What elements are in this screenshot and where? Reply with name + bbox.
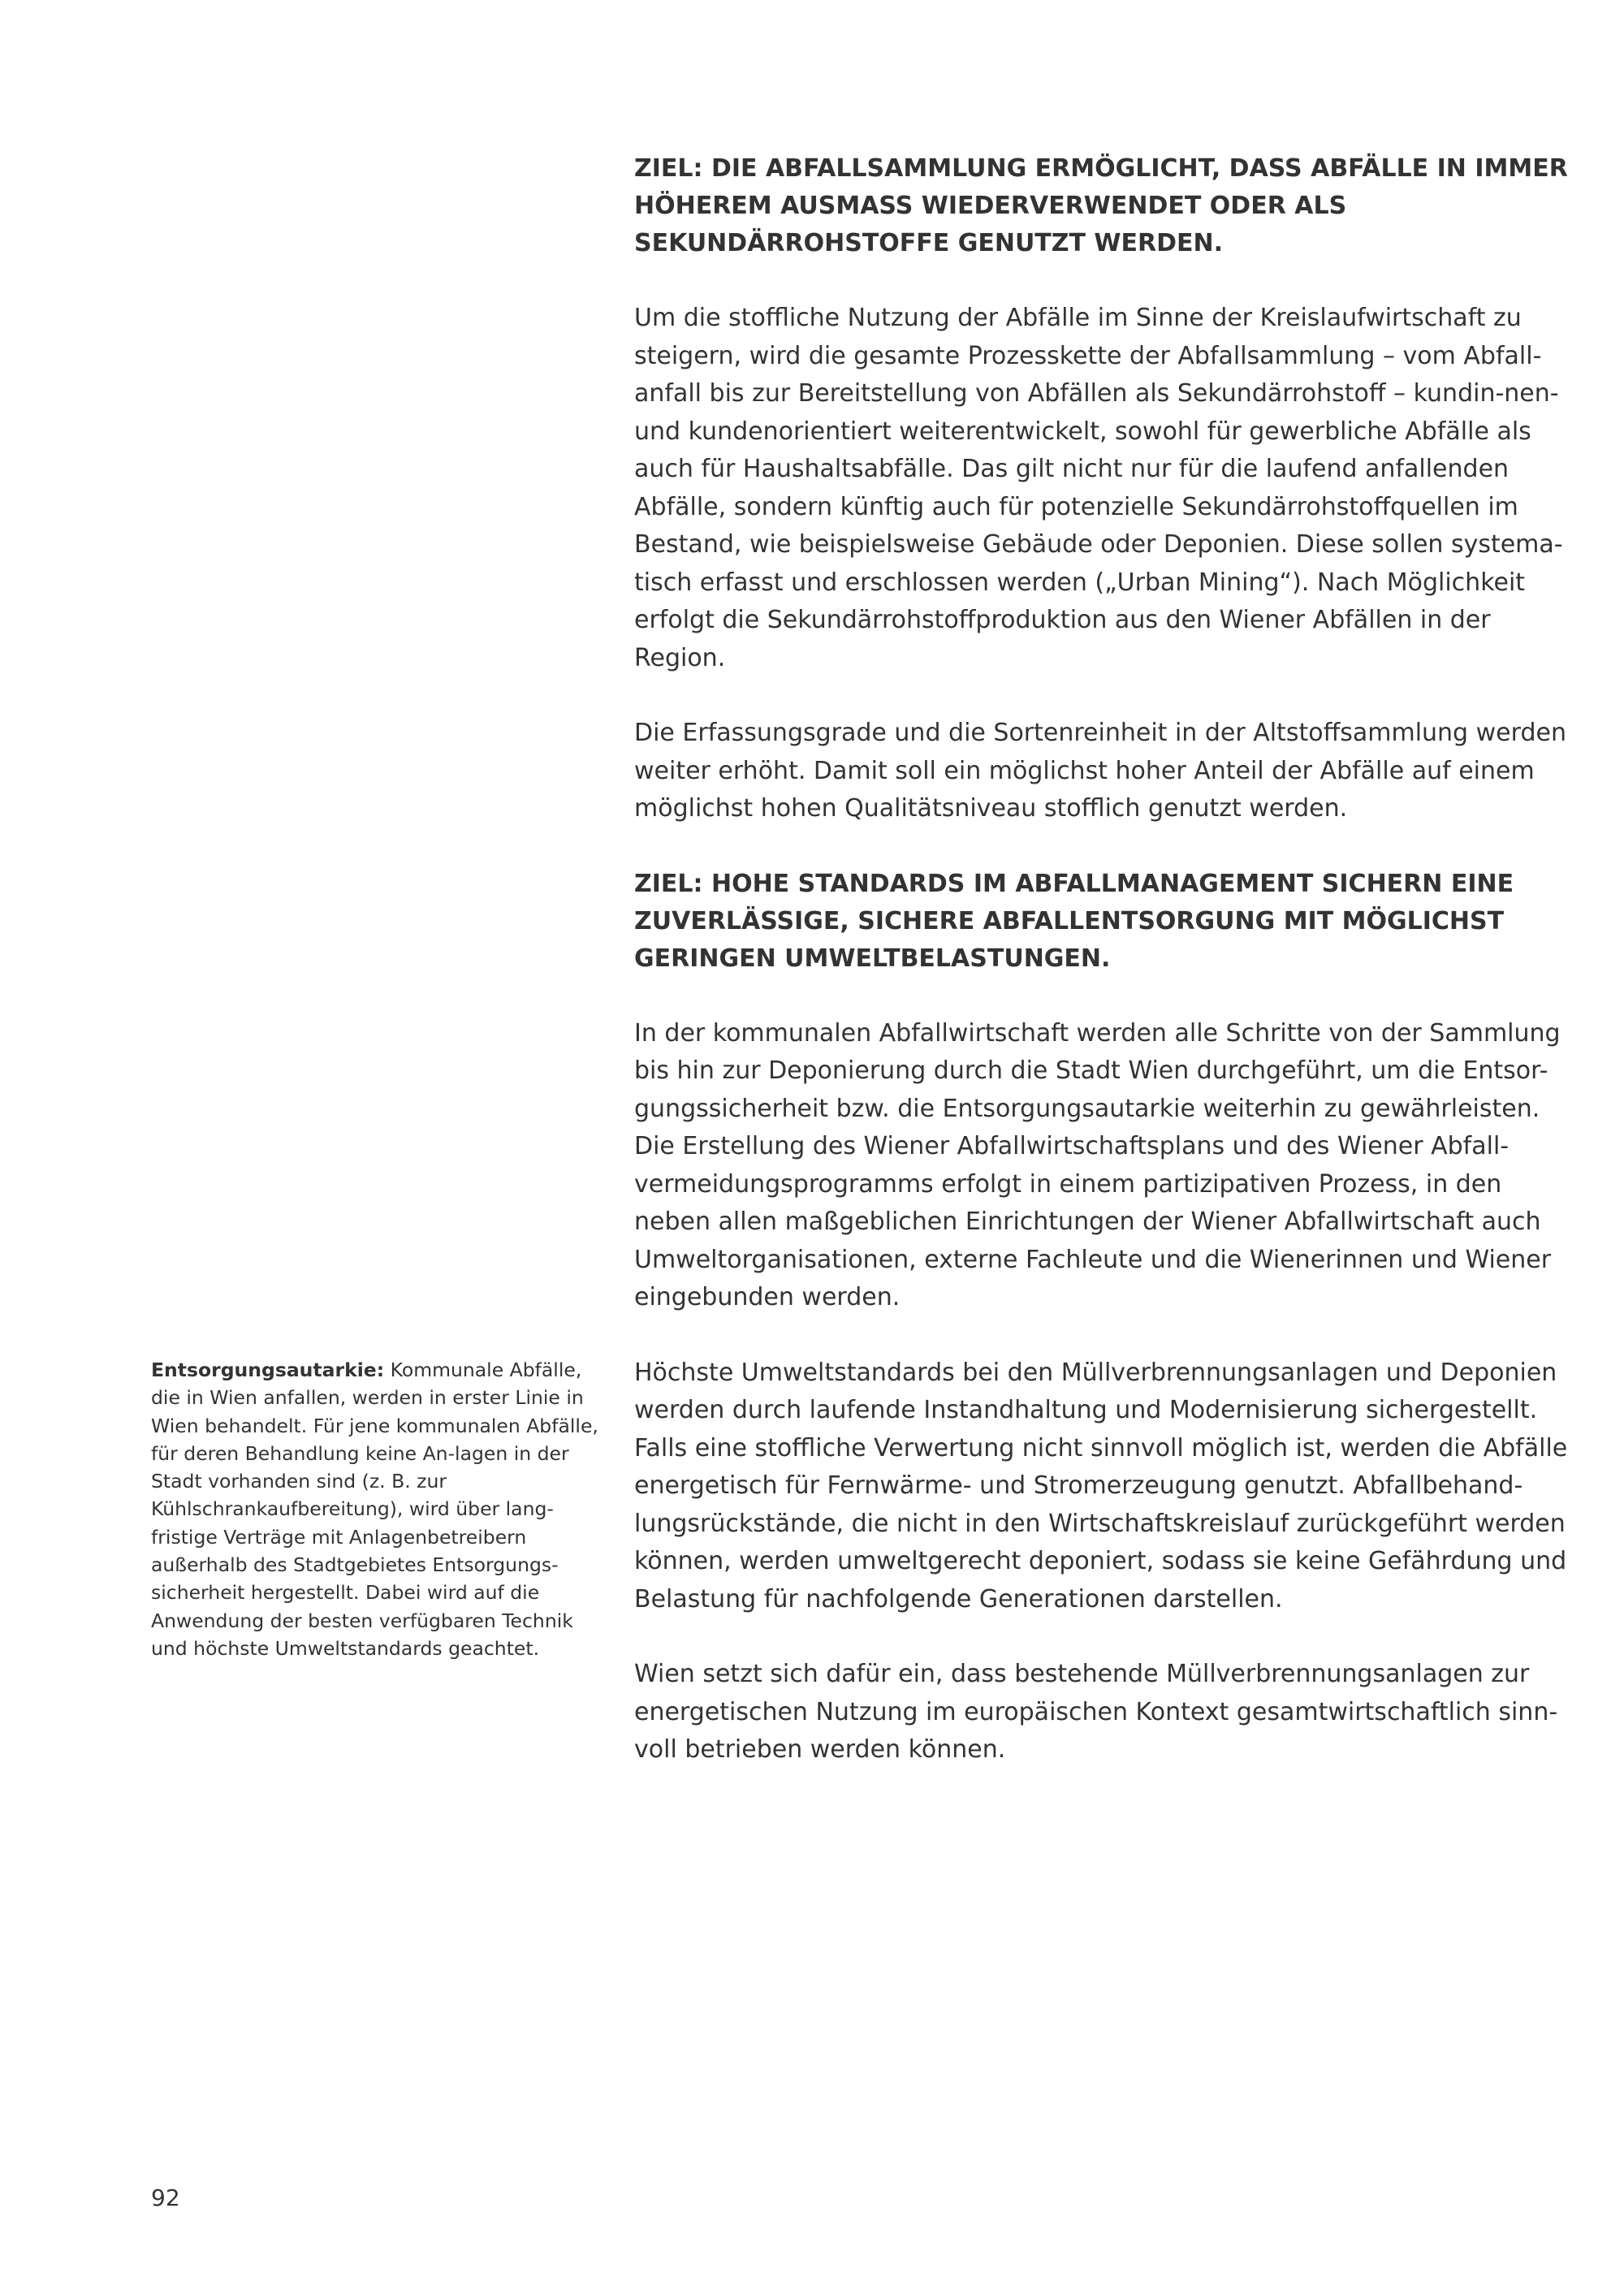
margin-note <box>151 1356 606 1662</box>
body-paragraph: Um die stoffliche Nutzung der Abfälle im Sinne der Kreislaufwirtschaft zu steigern, wird die gesamte Prozesskette der Abfallsammlung – vom Abfall-anfall bis zur Bereitstellung von Abfällen als Sekundärrohstoff – kundin-nen- und kundenorientiert weiterentwickelt, sowohl für gewerbliche Abfälle als auch für Haushaltsabfälle. Das gilt nicht nur für die laufend anfallenden Abfälle, sondern künftig auch für potenzielle Sekundärrohstoffquellen im Bestand, wie beispielsweise Gebäude oder Deponien. Diese sollen systema-tisch erfasst und erschlossen werden („Urban Mining“). Nach Möglichkeit erfolgt die Sekundärrohstoffproduktion aus den Wiener Abfällen in der Region. <box>634 304 1563 672</box>
margin-note-text: Kommunale Abfälle, die in Wien anfallen, werden in erster Linie in Wien behandelt. Für jene kommunalen Abfälle, für deren Behandlung keine An-lagen in der Stadt vorhanden sind (z. B. zur Kühlschrankaufbereitung), wird über lang-fristige Verträge mit Anlagenbetreibern außerhalb des Stadtgebietes Entsorgungs-sicherheit hergestellt. Dabei wird auf die Anwendung der besten verfügbaren Technik und höchste Umweltstandards geachtet. <box>151 1359 598 1660</box>
section-heading-waste-management-standards: ZIEL: HOHE STANDARDS IM ABFALLMANAGEMENT SICHERN EINE ZUVERLÄSSIGE, SICHERE ABFALLENTSORGUNG MIT MÖGLICHST GERINGEN UMWELTBELASTUNGEN. <box>634 869 1514 973</box>
page-number: 92 <box>151 2184 180 2211</box>
body-paragraph: Höchste Umweltstandards bei den Müllverbrennungsanlagen und Deponien werden durch laufende Instandhaltung und Modernisierung sichergestellt. Falls eine stoffliche Verwertung nicht sinnvoll möglich ist, werden die Abfälle energetisch für Fernwärme- und Stromerzeugung genutzt. Abfallbehand-lungsrückstände, die nicht in den Wirtschaftskreislauf zurückgeführt werden können, werden umweltgerecht deponiert, sodass sie keine Gefährdung und Belastung für nachfolgende Generationen darstellen. <box>634 1358 1568 1614</box>
main-column <box>634 150 1576 1806</box>
body-paragraph: Wien setzt sich dafür ein, dass bestehende Müllverbrennungsanlagen zur energetischen Nutzung im europäischen Kontext gesamtwirtschaftlich sinn-voll betrieben werden können. <box>634 1660 1558 1764</box>
margin-note-term: Entsorgungsautarkie: <box>151 1359 385 1381</box>
body-paragraph: In der kommunalen Abfallwirtschaft werden alle Schritte von der Sammlung bis hin zur Deponierung durch die Stadt Wien durchgeführt, um die Entsor-gungssicherheit bzw. die Entsorgungsautarkie weiterhin zu gewährleisten. Die Erstellung des Wiener Abfallwirtschaftsplans und des Wiener Abfall-vermeidungsprogramms erfolgt in einem partizipativen Prozess, in den neben allen maßgeblichen Einrichtungen der Wiener Abfallwirtschaft auch Umweltorganisationen, externe Fachleute und die Wienerinnen und Wiener eingebunden werden. <box>634 1018 1561 1311</box>
section-heading-waste-collection: ZIEL: DIE ABFALLSAMMLUNG ERMÖGLICHT, DASS ABFÄLLE IN IMMER HÖHEREM AUSMASS WIEDERVERWENDET ODER ALS SEKUNDÄRROHSTOFFE GENUTZT WERDEN. <box>634 154 1568 257</box>
body-paragraph: Die Erfassungsgrade und die Sortenreinheit in der Altstoffsammlung werden weiter erhöht. Damit soll ein möglichst hoher Anteil der Abfälle auf einem möglichst hohen Qualitätsniveau stofflich genutzt werden. <box>634 719 1566 823</box>
